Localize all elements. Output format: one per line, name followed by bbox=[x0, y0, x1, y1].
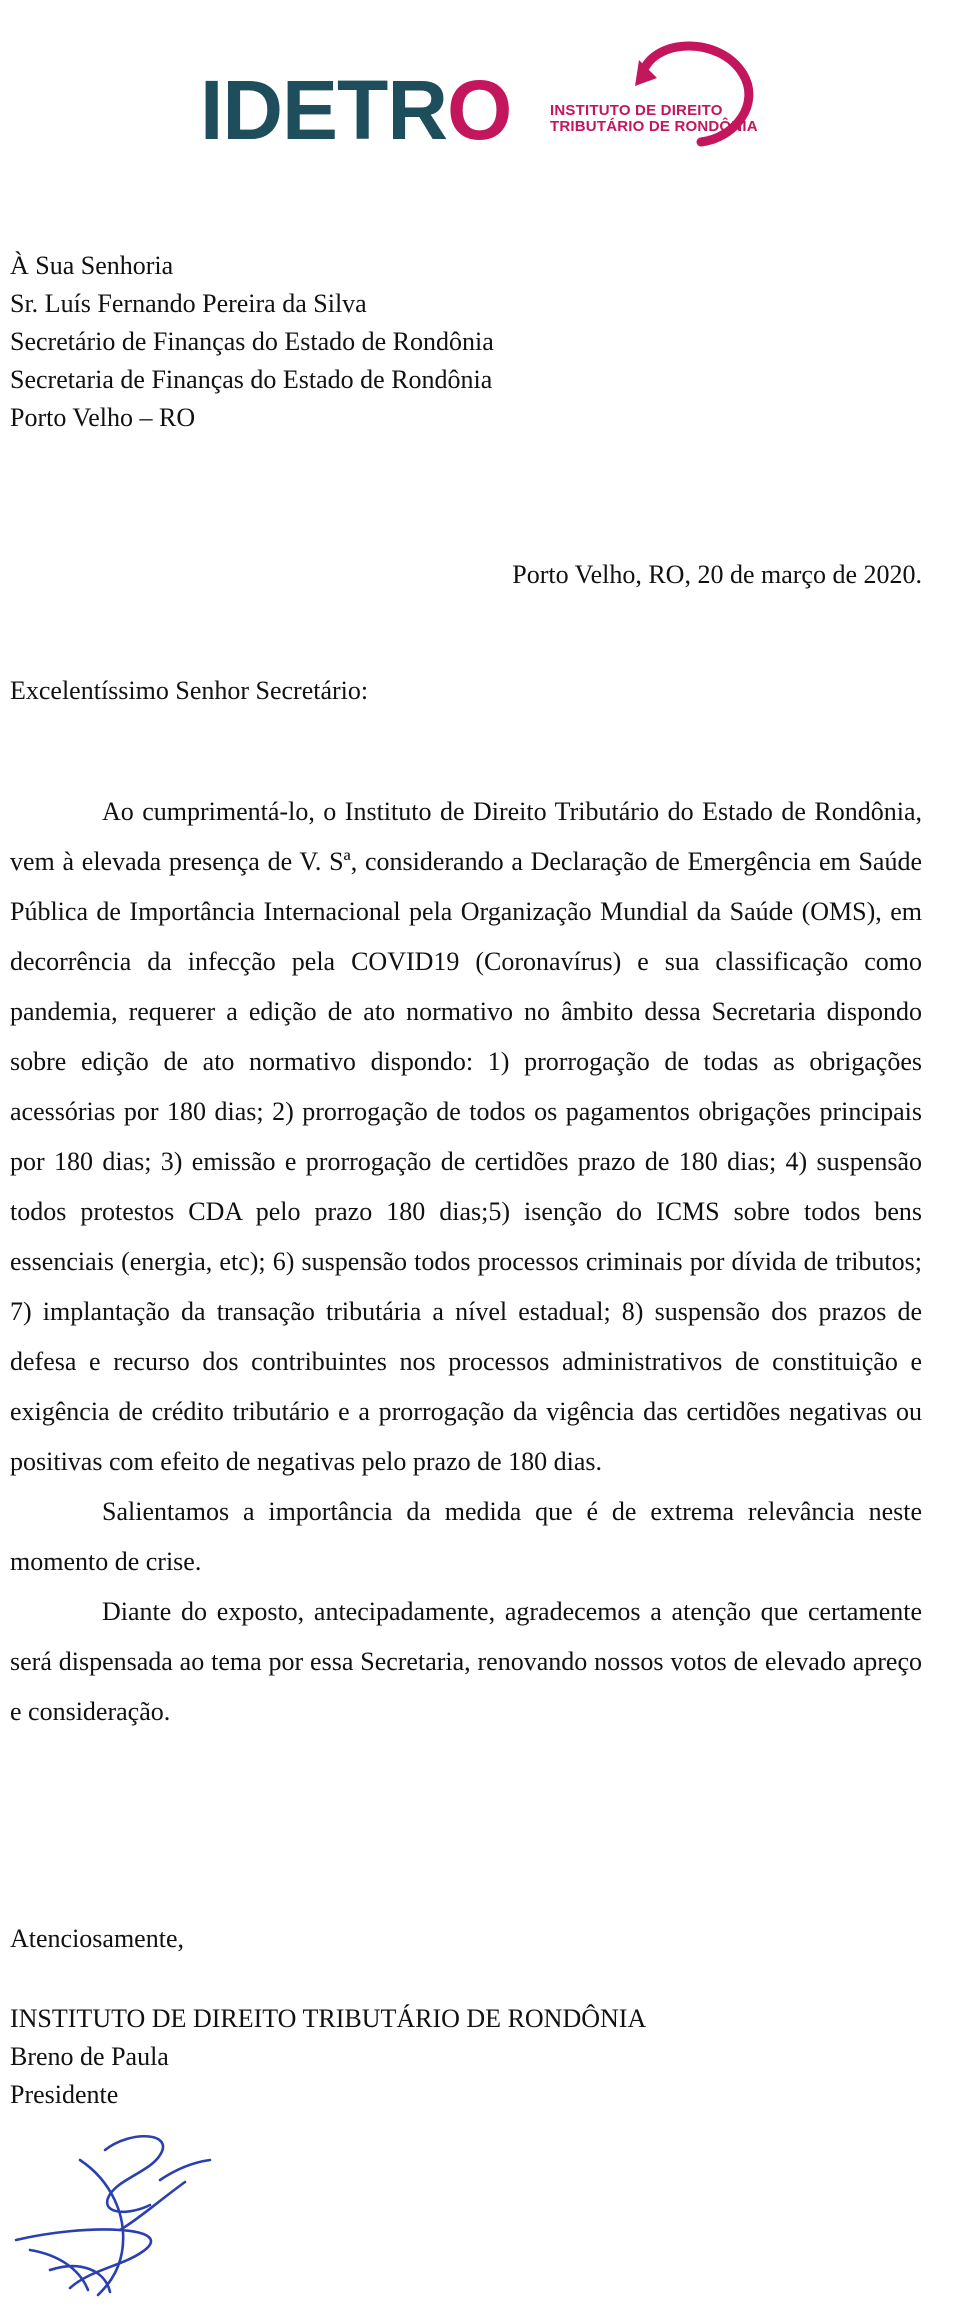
address-line: À Sua Senhoria bbox=[10, 251, 174, 280]
salutation: Excelentíssimo Senhor Secretário: bbox=[10, 676, 369, 705]
letter-body bbox=[10, 787, 922, 1737]
idetro-logo bbox=[200, 30, 760, 157]
letter-date: Porto Velho, RO, 20 de março de 2020. bbox=[512, 560, 922, 589]
closing: Atenciosamente, bbox=[10, 1924, 184, 1953]
handwritten-signature bbox=[10, 2120, 220, 2300]
body-paragraph: Salientamos a importância da medida que é de extrema relevância neste momento de crise. bbox=[10, 1497, 922, 1576]
address-line: Secretário de Finanças do Estado de Rondônia bbox=[10, 327, 494, 356]
logo-wordmark bbox=[200, 63, 512, 157]
address-line: Sr. Luís Fernando Pereira da Silva bbox=[10, 289, 367, 318]
signoff-title: Presidente bbox=[10, 2080, 119, 2109]
logo-wordmark-main: IDETR bbox=[200, 63, 447, 157]
logo-tagline-line2: TRIBUTÁRIO DE RONDÔNIA bbox=[550, 118, 758, 135]
logo-wordmark-o: O bbox=[447, 63, 512, 157]
signoff-organization: INSTITUTO DE DIREITO TRIBUTÁRIO DE RONDÔNIA bbox=[10, 2004, 647, 2033]
signoff-name: Breno de Paula bbox=[10, 2042, 169, 2071]
logo-tagline bbox=[550, 103, 758, 135]
recipient-address bbox=[10, 247, 910, 437]
logo-tagline-line1: INSTITUTO DE DIREITO bbox=[550, 102, 723, 119]
body-paragraph: Diante do exposto, antecipadamente, agradecemos a atenção que certamente será dispensada ao tema por essa Secretaria, renovando nossos votos de elevado apreço e consideração. bbox=[10, 1597, 922, 1726]
address-line: Porto Velho – RO bbox=[10, 403, 196, 432]
signoff-block bbox=[10, 2000, 646, 2114]
address-line: Secretaria de Finanças do Estado de Rondônia bbox=[10, 365, 493, 394]
body-paragraph: Ao cumprimentá-lo, o Instituto de Direito Tributário do Estado de Rondônia, vem à elevada presença de V. Sª, considerando a Declaração de Emergência em Saúde Pública de Importância Internacional pela Organização Mundial da Saúde (OMS), em decorrência da infecção pela COVID19 (Coronavírus) e sua classificação como pandemia, requerer a edição de ato normativo no âmbito dessa Secretaria dispondo sobre edição de ato normativo dispondo: 1) prorrogação de todas as obrigações acessórias por 180 dias; 2) prorrogação de todos os pagamentos obrigações principais por 180 dias; 3) emissão e prorrogação de certidões prazo de 180 dias; 4) suspensão todos protestos CDA pelo prazo 180 dias;5) isenção do ICMS sobre todos bens essenciais (energia, etc); 6) suspensão todos processos criminais por dívida de tributos; 7) implantação da transação tributária a nível estadual; 8) suspensão dos prazos de defesa e recurso dos contribuintes nos processos administrativos de constituição e exigência de crédito tributário e a prorrogação da vigência das certidões negativas ou positivas com efeito de negativas pelo prazo de 180 dias. bbox=[10, 797, 922, 1476]
